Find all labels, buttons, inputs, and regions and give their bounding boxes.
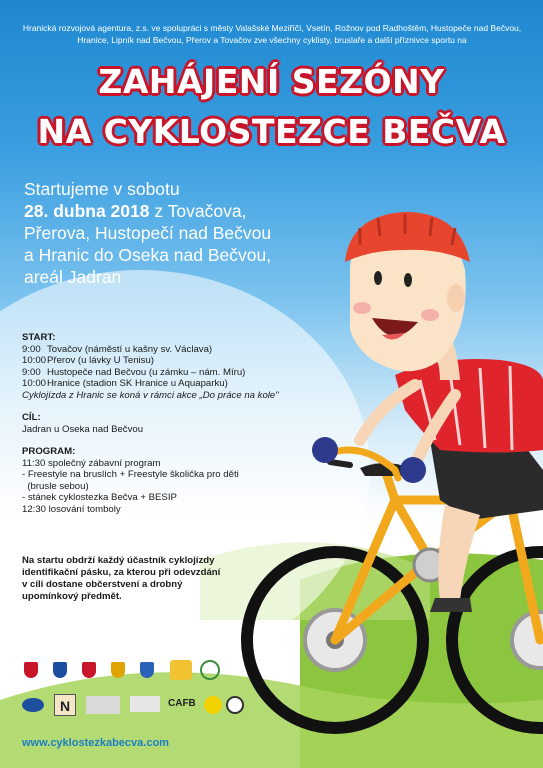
lead-paragraph: [24, 178, 354, 288]
handlebar-grip: [330, 462, 350, 465]
program-line: 11:30 společný zábavní program: [22, 457, 161, 469]
right-eye: [404, 273, 412, 287]
lead-line-4: a Hranic do Oseka nad Bečvou,: [24, 245, 272, 265]
shoe: [430, 598, 472, 612]
town-crest-logo: [82, 662, 96, 678]
goal-heading: CÍL:: [22, 412, 41, 423]
lead-line-1: Startujeme v sobotu: [24, 179, 180, 199]
participant-line: upomínkový předmět.: [22, 591, 122, 602]
start-time: 9:00: [22, 343, 41, 355]
town-crest-logo: [140, 662, 154, 678]
lead-line-2: [24, 200, 354, 222]
start-time: 9:00: [22, 366, 41, 378]
start-time: 10:00: [22, 378, 47, 389]
partner-logo: [130, 696, 160, 712]
right-glove: [400, 457, 426, 483]
participant-line: identifikační pásku, za kterou při odevzdání: [22, 567, 221, 578]
start-note: Cyklojízda z Hranic se koná v rámci akce „Do práce na kole": [22, 389, 279, 401]
intro-text: Hranická rozvojová agentura, z.s. ve spolupráci s městy Valašské Meziříčí, Vsetín, Rožnov pod Radhoštěm, Hustopeče nad Bečvou, Hranice, Lipník nad Bečvou, Přerov a Tovačov zve všechny cyklisty, bruslaře a další příznivce sportu na: [22, 23, 522, 45]
lead-line-5: areál Jadran: [24, 267, 122, 287]
start-place: Hranice (stadion SK Hranice u Aquaparku): [47, 378, 228, 389]
partner-logos: [20, 658, 230, 728]
participant-line: v cíli dostane občerstvení a drobný: [22, 579, 183, 590]
start-place: Tovačov (náměstí u kašny sv. Václava): [47, 343, 213, 355]
agency-logo: [170, 660, 192, 680]
lead-line-3: Přerova, Hustopečí nad Bečvou: [24, 223, 272, 243]
round-partner-logo: [200, 660, 220, 680]
round-sign-logo: [226, 696, 244, 714]
website-link[interactable]: www.cyklostezkabecva.com: [22, 737, 169, 749]
partner-logo: [22, 698, 44, 712]
right-cheek: [421, 309, 439, 321]
start-row: [22, 367, 322, 379]
town-crest-logo: [53, 662, 67, 678]
program-heading: PROGRAM:: [22, 446, 76, 457]
event-details: [22, 332, 322, 515]
town-crest-logo: [111, 662, 125, 678]
participant-info: [22, 555, 322, 603]
goal-text: Jadran u Oseka nad Bečvou: [22, 423, 144, 435]
start-heading: START:: [22, 332, 56, 343]
program-line: - stánek cyklostezka Bečva + BESIP: [22, 492, 177, 503]
lead-line-2-rest: z Tovačova,: [149, 201, 247, 221]
left-arm: [360, 385, 415, 440]
partner-logo: [86, 696, 120, 714]
left-eye: [374, 271, 382, 285]
start-row: [22, 355, 322, 367]
cafb-logo: CAFB: [168, 698, 196, 709]
start-row: [22, 344, 322, 356]
town-crest-logo: [24, 662, 38, 678]
program-line: 12:30 losování tomboly: [22, 503, 121, 515]
start-place: Přerov (u lávky U Tenisu): [47, 355, 154, 366]
title-line-2: NA CYKLOSTEZCE BEČVA: [37, 112, 506, 151]
start-place: Hustopeče nad Bečvou (u zámku – nám. Míru): [47, 366, 246, 378]
program-line: - Freestyle na bruslích + Freestyle školička pro děti: [22, 469, 239, 480]
jersey: [395, 359, 543, 453]
title-line-1: ZAHÁJENÍ SEZÓNY: [98, 62, 445, 101]
program-line: (brusle sebou): [22, 480, 89, 492]
ear: [447, 284, 465, 312]
participant-line: Na startu obdrží každý účastník cyklojízdy: [22, 555, 215, 566]
start-time: 10:00: [22, 355, 47, 366]
start-row: [22, 378, 322, 390]
event-date: 28. dubna 2018: [24, 201, 150, 221]
bike-sign-logo: [204, 696, 222, 714]
left-cheek: [353, 302, 371, 314]
n-logo: N: [54, 694, 76, 716]
